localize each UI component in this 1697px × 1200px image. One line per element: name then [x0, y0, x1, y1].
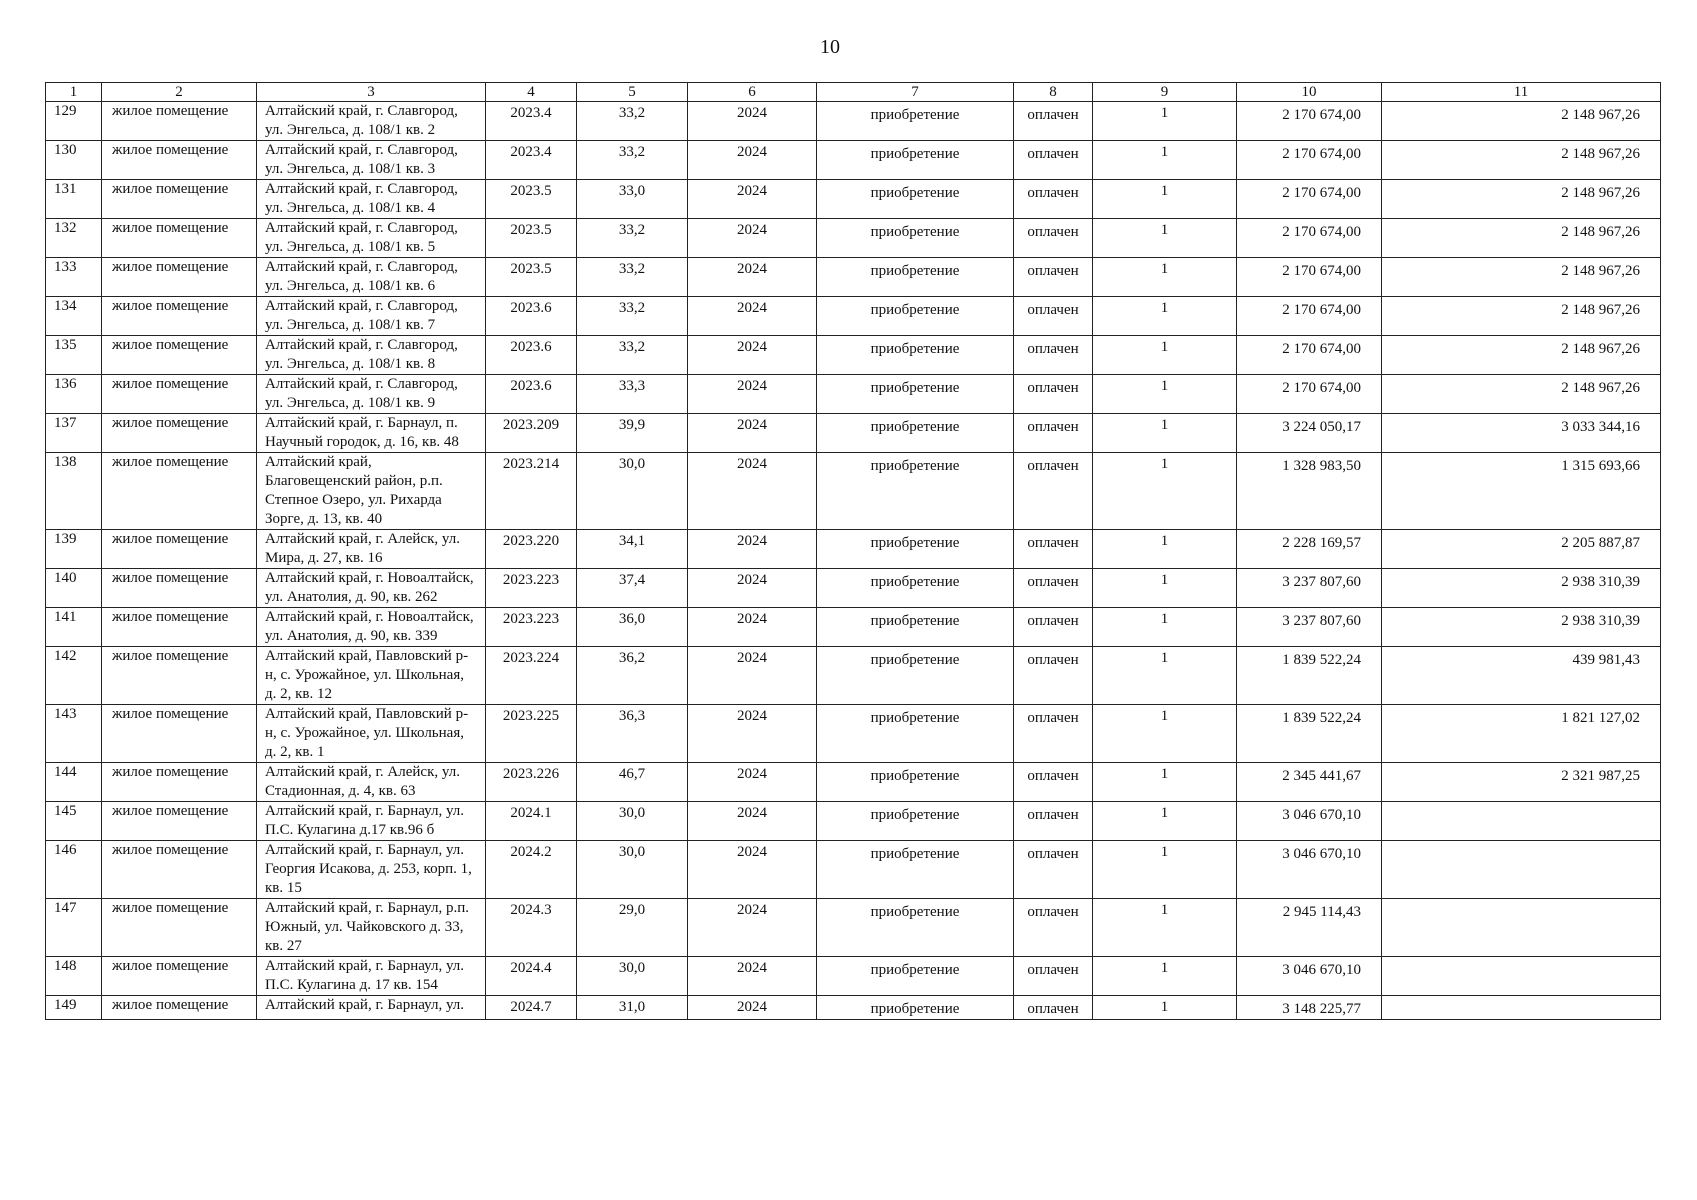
row-number-cell: 144 — [46, 763, 102, 802]
price-cell: 2 170 674,00 — [1237, 375, 1382, 414]
table-row — [46, 219, 1661, 258]
operation-cell: приобретение — [817, 569, 1014, 608]
price-cell: 2 170 674,00 — [1237, 336, 1382, 375]
column-header: 1 — [46, 83, 102, 102]
price-cell: 2 170 674,00 — [1237, 141, 1382, 180]
row-number-cell: 133 — [46, 258, 102, 297]
year-cell: 2024 — [688, 414, 817, 453]
year-cell: 2024 — [688, 258, 817, 297]
object-type-cell: жилое помещение — [102, 957, 257, 996]
status-cell: оплачен — [1014, 375, 1093, 414]
paid-amount-cell: 2 148 967,26 — [1382, 258, 1661, 297]
price-cell: 3 224 050,17 — [1237, 414, 1382, 453]
area-cell: 37,4 — [577, 569, 688, 608]
row-number-cell: 148 — [46, 957, 102, 996]
status-cell: оплачен — [1014, 957, 1093, 996]
price-cell: 1 328 983,50 — [1237, 453, 1382, 530]
paid-amount-cell: 2 148 967,26 — [1382, 219, 1661, 258]
status-cell: оплачен — [1014, 802, 1093, 841]
area-cell: 33,2 — [577, 258, 688, 297]
count-cell: 1 — [1093, 141, 1237, 180]
area-cell: 30,0 — [577, 453, 688, 530]
operation-cell: приобретение — [817, 530, 1014, 569]
area-cell: 33,0 — [577, 180, 688, 219]
operation-cell: приобретение — [817, 297, 1014, 336]
operation-cell: приобретение — [817, 102, 1014, 141]
address-cell: Алтайский край, г. Славгород, ул. Энгельса, д. 108/1 кв. 7 — [257, 297, 486, 336]
code-cell: 2024.7 — [486, 996, 577, 1020]
page-number: 10 — [820, 36, 840, 58]
area-cell: 33,2 — [577, 336, 688, 375]
count-cell: 1 — [1093, 530, 1237, 569]
code-cell: 2024.1 — [486, 802, 577, 841]
count-cell: 1 — [1093, 414, 1237, 453]
row-number-cell: 129 — [46, 102, 102, 141]
operation-cell: приобретение — [817, 414, 1014, 453]
status-cell: оплачен — [1014, 414, 1093, 453]
price-cell: 3 046 670,10 — [1237, 841, 1382, 899]
area-cell: 33,2 — [577, 102, 688, 141]
operation-cell: приобретение — [817, 180, 1014, 219]
status-cell: оплачен — [1014, 705, 1093, 763]
count-cell: 1 — [1093, 763, 1237, 802]
property-table — [45, 82, 1661, 1020]
price-cell: 3 046 670,10 — [1237, 802, 1382, 841]
code-cell: 2023.6 — [486, 297, 577, 336]
table-body — [46, 102, 1661, 1020]
operation-cell: приобретение — [817, 841, 1014, 899]
code-cell: 2023.223 — [486, 608, 577, 647]
count-cell: 1 — [1093, 375, 1237, 414]
object-type-cell: жилое помещение — [102, 569, 257, 608]
table-header-row — [46, 83, 1661, 102]
year-cell: 2024 — [688, 102, 817, 141]
object-type-cell: жилое помещение — [102, 802, 257, 841]
operation-cell: приобретение — [817, 608, 1014, 647]
row-number-cell: 140 — [46, 569, 102, 608]
area-cell: 33,2 — [577, 141, 688, 180]
operation-cell: приобретение — [817, 763, 1014, 802]
status-cell: оплачен — [1014, 219, 1093, 258]
address-cell: Алтайский край, г. Славгород, ул. Энгельса, д. 108/1 кв. 6 — [257, 258, 486, 297]
address-cell: Алтайский край, г. Славгород, ул. Энгельса, д. 108/1 кв. 8 — [257, 336, 486, 375]
row-number-cell: 132 — [46, 219, 102, 258]
row-number-cell: 135 — [46, 336, 102, 375]
row-number-cell: 141 — [46, 608, 102, 647]
paid-amount-cell — [1382, 899, 1661, 957]
code-cell: 2024.2 — [486, 841, 577, 899]
count-cell: 1 — [1093, 258, 1237, 297]
paid-amount-cell: 1 821 127,02 — [1382, 705, 1661, 763]
column-header: 11 — [1382, 83, 1661, 102]
count-cell: 1 — [1093, 453, 1237, 530]
status-cell: оплачен — [1014, 336, 1093, 375]
object-type-cell: жилое помещение — [102, 258, 257, 297]
count-cell: 1 — [1093, 996, 1237, 1020]
paid-amount-cell: 2 148 967,26 — [1382, 336, 1661, 375]
year-cell: 2024 — [688, 608, 817, 647]
price-cell: 2 228 169,57 — [1237, 530, 1382, 569]
row-number-cell: 134 — [46, 297, 102, 336]
paid-amount-cell — [1382, 957, 1661, 996]
price-cell: 3 237 807,60 — [1237, 569, 1382, 608]
paid-amount-cell: 2 321 987,25 — [1382, 763, 1661, 802]
row-number-cell: 142 — [46, 647, 102, 705]
year-cell: 2024 — [688, 569, 817, 608]
address-cell: Алтайский край, г. Новоалтайск, ул. Анатолия, д. 90, кв. 262 — [257, 569, 486, 608]
object-type-cell: жилое помещение — [102, 375, 257, 414]
paid-amount-cell — [1382, 802, 1661, 841]
address-cell: Алтайский край, г. Славгород, ул. Энгельса, д. 108/1 кв. 5 — [257, 219, 486, 258]
operation-cell: приобретение — [817, 375, 1014, 414]
object-type-cell: жилое помещение — [102, 297, 257, 336]
address-cell: Алтайский край, г. Барнаул, ул. П.С. Кулагина д. 17 кв. 154 — [257, 957, 486, 996]
paid-amount-cell: 2 205 887,87 — [1382, 530, 1661, 569]
year-cell: 2024 — [688, 141, 817, 180]
year-cell: 2024 — [688, 802, 817, 841]
table-row — [46, 957, 1661, 996]
paid-amount-cell: 2 938 310,39 — [1382, 569, 1661, 608]
column-header: 2 — [102, 83, 257, 102]
code-cell: 2023.4 — [486, 102, 577, 141]
address-cell: Алтайский край, г. Барнаул, ул. П.С. Кулагина д.17 кв.96 б — [257, 802, 486, 841]
code-cell: 2023.224 — [486, 647, 577, 705]
code-cell: 2023.220 — [486, 530, 577, 569]
year-cell: 2024 — [688, 841, 817, 899]
status-cell: оплачен — [1014, 899, 1093, 957]
area-cell: 36,3 — [577, 705, 688, 763]
row-number-cell: 143 — [46, 705, 102, 763]
column-header: 6 — [688, 83, 817, 102]
price-cell: 2 345 441,67 — [1237, 763, 1382, 802]
status-cell: оплачен — [1014, 102, 1093, 141]
status-cell: оплачен — [1014, 763, 1093, 802]
status-cell: оплачен — [1014, 530, 1093, 569]
area-cell: 36,2 — [577, 647, 688, 705]
year-cell: 2024 — [688, 996, 817, 1020]
year-cell: 2024 — [688, 453, 817, 530]
object-type-cell: жилое помещение — [102, 763, 257, 802]
object-type-cell: жилое помещение — [102, 414, 257, 453]
address-cell: Алтайский край, г. Барнаул, ул. — [257, 996, 486, 1020]
code-cell: 2023.6 — [486, 375, 577, 414]
code-cell: 2023.214 — [486, 453, 577, 530]
row-number-cell: 130 — [46, 141, 102, 180]
operation-cell: приобретение — [817, 899, 1014, 957]
paid-amount-cell: 2 148 967,26 — [1382, 297, 1661, 336]
object-type-cell: жилое помещение — [102, 608, 257, 647]
price-cell: 2 170 674,00 — [1237, 102, 1382, 141]
count-cell: 1 — [1093, 569, 1237, 608]
area-cell: 36,0 — [577, 608, 688, 647]
code-cell: 2023.4 — [486, 141, 577, 180]
status-cell: оплачен — [1014, 453, 1093, 530]
status-cell: оплачен — [1014, 258, 1093, 297]
status-cell: оплачен — [1014, 180, 1093, 219]
count-cell: 1 — [1093, 180, 1237, 219]
table-row — [46, 102, 1661, 141]
price-cell: 3 237 807,60 — [1237, 608, 1382, 647]
paid-amount-cell: 439 981,43 — [1382, 647, 1661, 705]
object-type-cell: жилое помещение — [102, 453, 257, 530]
year-cell: 2024 — [688, 530, 817, 569]
row-number-cell: 136 — [46, 375, 102, 414]
object-type-cell: жилое помещение — [102, 102, 257, 141]
year-cell: 2024 — [688, 763, 817, 802]
table-row — [46, 141, 1661, 180]
count-cell: 1 — [1093, 297, 1237, 336]
count-cell: 1 — [1093, 647, 1237, 705]
row-number-cell: 147 — [46, 899, 102, 957]
status-cell: оплачен — [1014, 569, 1093, 608]
address-cell: Алтайский край, г. Славгород, ул. Энгельса, д. 108/1 кв. 3 — [257, 141, 486, 180]
count-cell: 1 — [1093, 899, 1237, 957]
paid-amount-cell: 2 148 967,26 — [1382, 375, 1661, 414]
year-cell: 2024 — [688, 180, 817, 219]
table-row — [46, 569, 1661, 608]
area-cell: 30,0 — [577, 802, 688, 841]
year-cell: 2024 — [688, 219, 817, 258]
year-cell: 2024 — [688, 375, 817, 414]
table-row — [46, 336, 1661, 375]
operation-cell: приобретение — [817, 258, 1014, 297]
table-row — [46, 258, 1661, 297]
address-cell: Алтайский край, г. Алейск, ул. Мира, д. 27, кв. 16 — [257, 530, 486, 569]
operation-cell: приобретение — [817, 957, 1014, 996]
year-cell: 2024 — [688, 297, 817, 336]
object-type-cell: жилое помещение — [102, 899, 257, 957]
paid-amount-cell: 3 033 344,16 — [1382, 414, 1661, 453]
price-cell: 1 839 522,24 — [1237, 647, 1382, 705]
area-cell: 31,0 — [577, 996, 688, 1020]
status-cell: оплачен — [1014, 141, 1093, 180]
paid-amount-cell: 2 148 967,26 — [1382, 180, 1661, 219]
table-row — [46, 414, 1661, 453]
address-cell: Алтайский край, г. Барнаул, р.п. Южный, ул. Чайковского д. 33, кв. 27 — [257, 899, 486, 957]
row-number-cell: 139 — [46, 530, 102, 569]
status-cell: оплачен — [1014, 841, 1093, 899]
column-header: 7 — [817, 83, 1014, 102]
status-cell: оплачен — [1014, 996, 1093, 1020]
operation-cell: приобретение — [817, 141, 1014, 180]
operation-cell: приобретение — [817, 453, 1014, 530]
row-number-cell: 131 — [46, 180, 102, 219]
code-cell: 2023.225 — [486, 705, 577, 763]
column-header: 8 — [1014, 83, 1093, 102]
paid-amount-cell: 2 938 310,39 — [1382, 608, 1661, 647]
table-row — [46, 705, 1661, 763]
operation-cell: приобретение — [817, 219, 1014, 258]
code-cell: 2023.5 — [486, 180, 577, 219]
object-type-cell: жилое помещение — [102, 219, 257, 258]
code-cell: 2023.226 — [486, 763, 577, 802]
price-cell: 3 148 225,77 — [1237, 996, 1382, 1020]
code-cell: 2023.5 — [486, 258, 577, 297]
operation-cell: приобретение — [817, 996, 1014, 1020]
year-cell: 2024 — [688, 336, 817, 375]
price-cell: 2 945 114,43 — [1237, 899, 1382, 957]
count-cell: 1 — [1093, 841, 1237, 899]
address-cell: Алтайский край, г. Славгород, ул. Энгельса, д. 108/1 кв. 4 — [257, 180, 486, 219]
paid-amount-cell — [1382, 996, 1661, 1020]
table-row — [46, 530, 1661, 569]
paid-amount-cell: 2 148 967,26 — [1382, 102, 1661, 141]
address-cell: Алтайский край, Павловский р-н, с. Урожайное, ул. Школьная, д. 2, кв. 12 — [257, 647, 486, 705]
area-cell: 33,2 — [577, 297, 688, 336]
object-type-cell: жилое помещение — [102, 647, 257, 705]
count-cell: 1 — [1093, 608, 1237, 647]
price-cell: 3 046 670,10 — [1237, 957, 1382, 996]
object-type-cell: жилое помещение — [102, 841, 257, 899]
code-cell: 2024.4 — [486, 957, 577, 996]
price-cell: 2 170 674,00 — [1237, 219, 1382, 258]
code-cell: 2023.223 — [486, 569, 577, 608]
row-number-cell: 145 — [46, 802, 102, 841]
object-type-cell: жилое помещение — [102, 530, 257, 569]
count-cell: 1 — [1093, 802, 1237, 841]
area-cell: 39,9 — [577, 414, 688, 453]
area-cell: 30,0 — [577, 841, 688, 899]
area-cell: 30,0 — [577, 957, 688, 996]
price-cell: 2 170 674,00 — [1237, 180, 1382, 219]
address-cell: Алтайский край, г. Барнаул, п. Научный городок, д. 16, кв. 48 — [257, 414, 486, 453]
object-type-cell: жилое помещение — [102, 705, 257, 763]
object-type-cell: жилое помещение — [102, 180, 257, 219]
row-number-cell: 146 — [46, 841, 102, 899]
paid-amount-cell — [1382, 841, 1661, 899]
operation-cell: приобретение — [817, 802, 1014, 841]
paid-amount-cell: 2 148 967,26 — [1382, 141, 1661, 180]
code-cell: 2023.6 — [486, 336, 577, 375]
status-cell: оплачен — [1014, 297, 1093, 336]
address-cell: Алтайский край, г. Славгород, ул. Энгельса, д. 108/1 кв. 9 — [257, 375, 486, 414]
price-cell: 2 170 674,00 — [1237, 297, 1382, 336]
column-header: 10 — [1237, 83, 1382, 102]
status-cell: оплачен — [1014, 608, 1093, 647]
row-number-cell: 137 — [46, 414, 102, 453]
price-cell: 1 839 522,24 — [1237, 705, 1382, 763]
operation-cell: приобретение — [817, 705, 1014, 763]
code-cell: 2024.3 — [486, 899, 577, 957]
year-cell: 2024 — [688, 957, 817, 996]
table-row — [46, 375, 1661, 414]
operation-cell: приобретение — [817, 647, 1014, 705]
table-row — [46, 763, 1661, 802]
object-type-cell: жилое помещение — [102, 141, 257, 180]
count-cell: 1 — [1093, 957, 1237, 996]
count-cell: 1 — [1093, 102, 1237, 141]
column-header: 4 — [486, 83, 577, 102]
object-type-cell: жилое помещение — [102, 336, 257, 375]
table-row — [46, 297, 1661, 336]
paid-amount-cell: 1 315 693,66 — [1382, 453, 1661, 530]
table-row — [46, 899, 1661, 957]
address-cell: Алтайский край, г. Барнаул, ул. Георгия Исакова, д. 253, корп. 1, кв. 15 — [257, 841, 486, 899]
year-cell: 2024 — [688, 705, 817, 763]
area-cell: 46,7 — [577, 763, 688, 802]
count-cell: 1 — [1093, 705, 1237, 763]
area-cell: 34,1 — [577, 530, 688, 569]
address-cell: Алтайский край, г. Славгород, ул. Энгельса, д. 108/1 кв. 2 — [257, 102, 486, 141]
price-cell: 2 170 674,00 — [1237, 258, 1382, 297]
address-cell: Алтайский край, г. Алейск, ул. Стадионная, д. 4, кв. 63 — [257, 763, 486, 802]
row-number-cell: 149 — [46, 996, 102, 1020]
address-cell: Алтайский край, Благовещенский район, р.п. Степное Озеро, ул. Рихарда Зорге, д. 13, кв. 40 — [257, 453, 486, 530]
table-row — [46, 647, 1661, 705]
count-cell: 1 — [1093, 219, 1237, 258]
table-row — [46, 608, 1661, 647]
year-cell: 2024 — [688, 647, 817, 705]
column-header: 9 — [1093, 83, 1237, 102]
area-cell: 33,2 — [577, 219, 688, 258]
table-row — [46, 453, 1661, 530]
count-cell: 1 — [1093, 336, 1237, 375]
table-row — [46, 802, 1661, 841]
table-row — [46, 180, 1661, 219]
code-cell: 2023.209 — [486, 414, 577, 453]
address-cell: Алтайский край, г. Новоалтайск, ул. Анатолия, д. 90, кв. 339 — [257, 608, 486, 647]
table-row — [46, 841, 1661, 899]
column-header: 3 — [257, 83, 486, 102]
area-cell: 33,3 — [577, 375, 688, 414]
address-cell: Алтайский край, Павловский р-н, с. Урожайное, ул. Школьная, д. 2, кв. 1 — [257, 705, 486, 763]
area-cell: 29,0 — [577, 899, 688, 957]
column-header: 5 — [577, 83, 688, 102]
table-row — [46, 996, 1661, 1020]
status-cell: оплачен — [1014, 647, 1093, 705]
object-type-cell: жилое помещение — [102, 996, 257, 1020]
operation-cell: приобретение — [817, 336, 1014, 375]
year-cell: 2024 — [688, 899, 817, 957]
row-number-cell: 138 — [46, 453, 102, 530]
code-cell: 2023.5 — [486, 219, 577, 258]
